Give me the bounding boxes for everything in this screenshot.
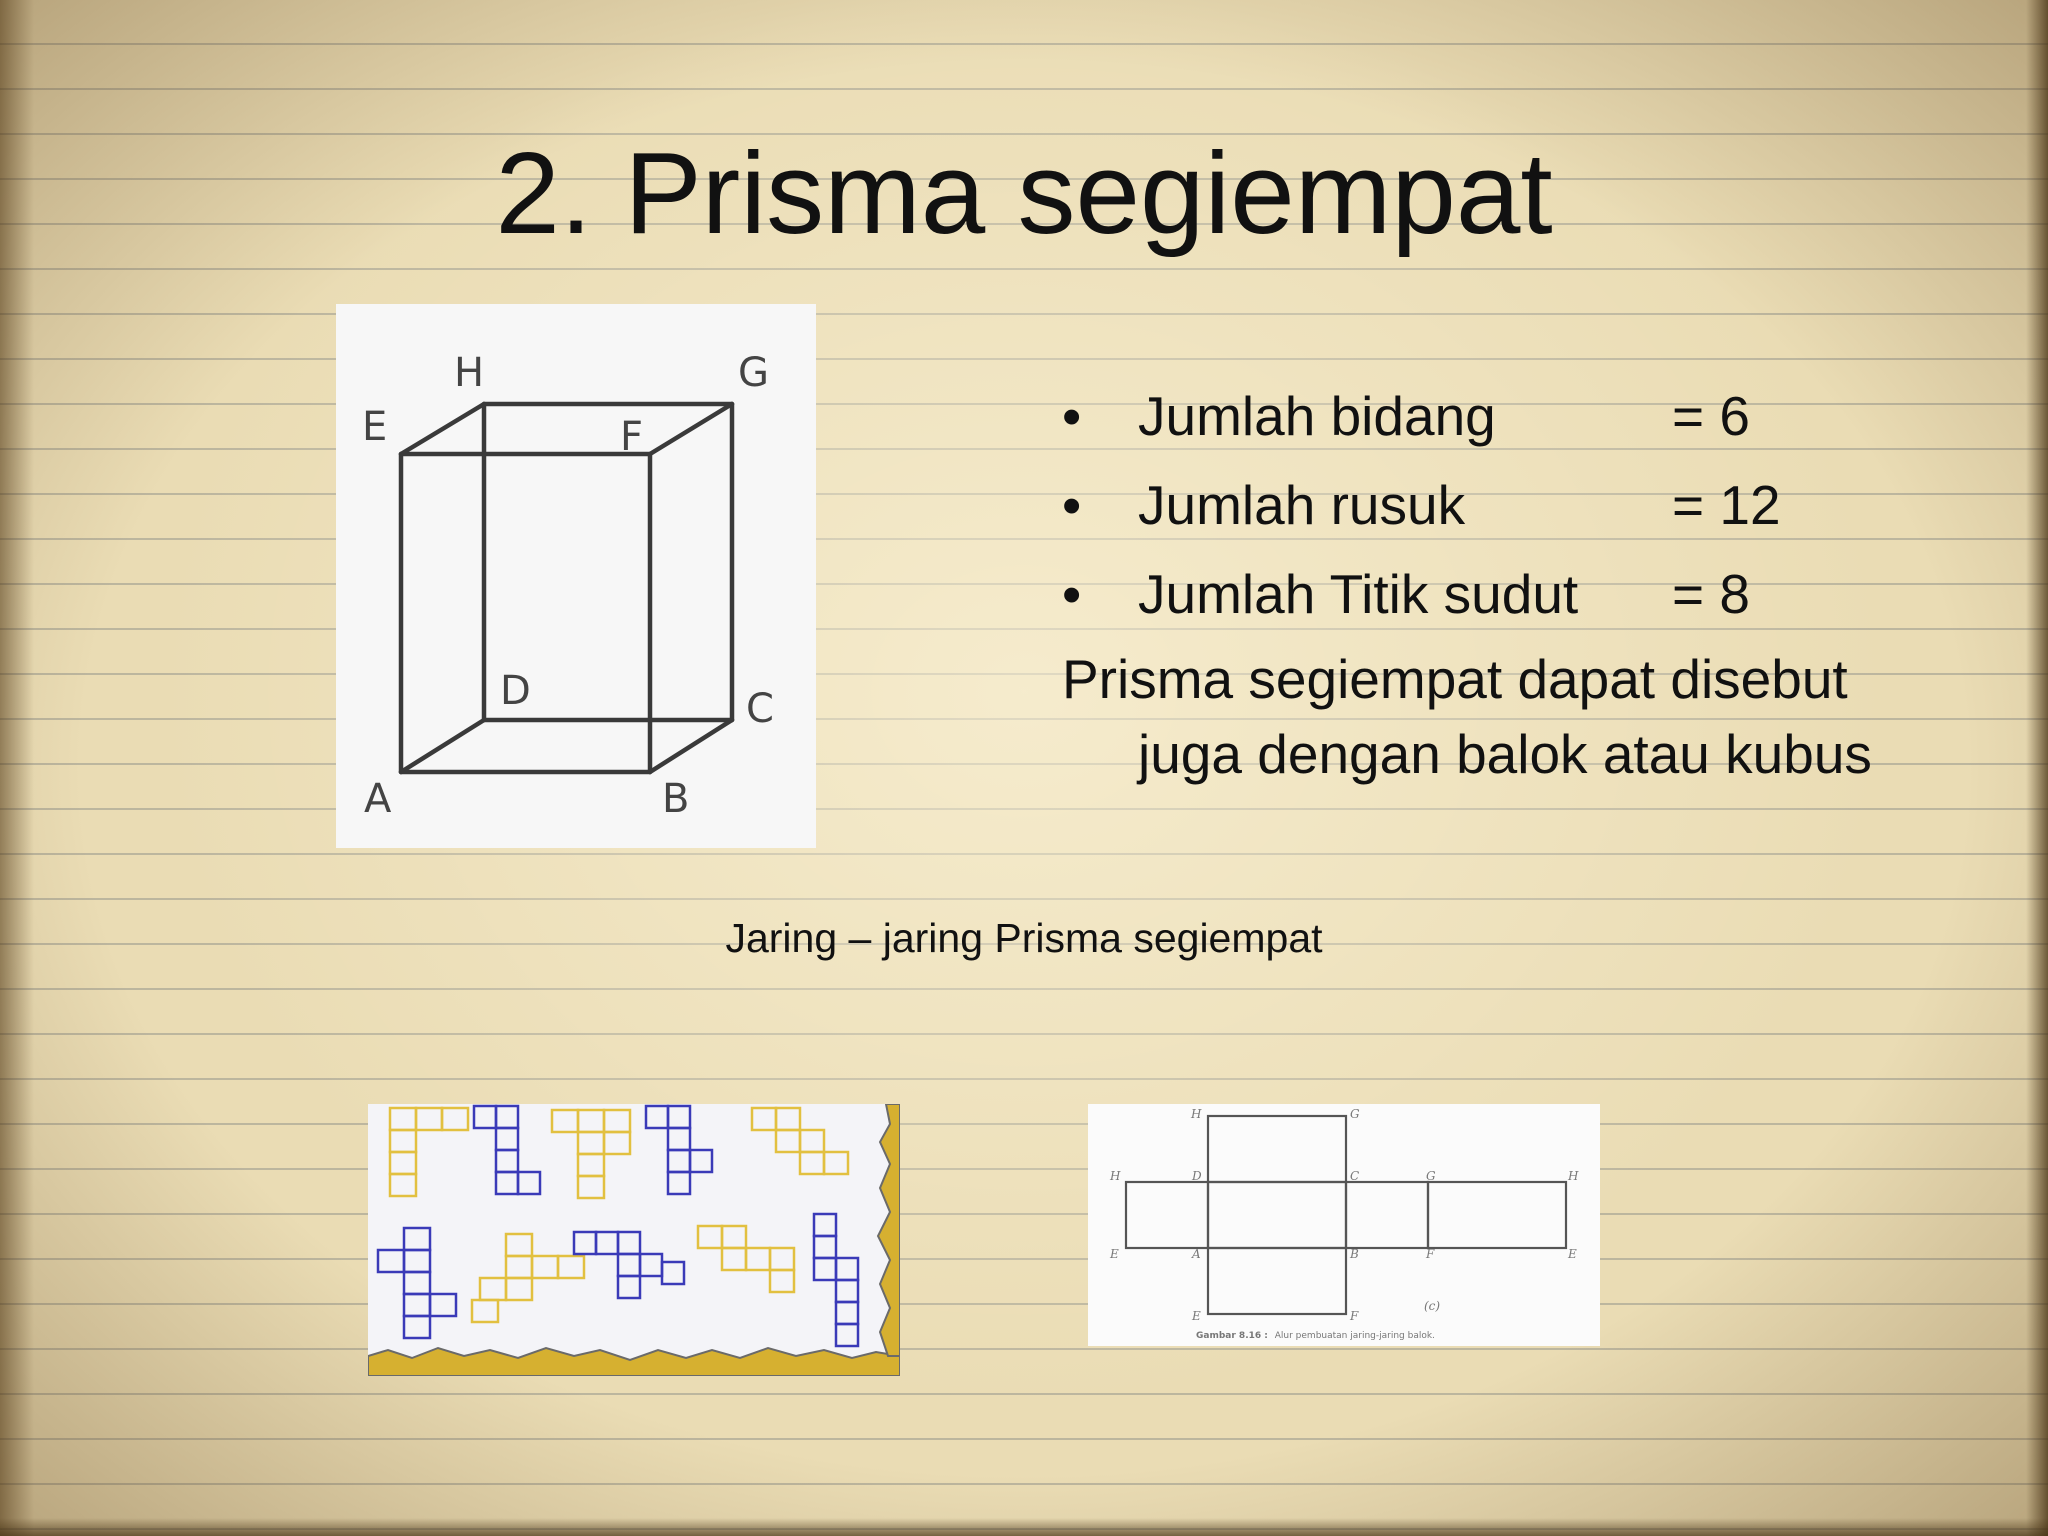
net-label: H	[1568, 1169, 1579, 1183]
property-label: Jumlah bidang	[1138, 385, 1496, 447]
bullet: •	[1062, 474, 1082, 536]
vertex-label-e: E	[362, 404, 388, 450]
properties-list	[1062, 372, 2022, 639]
net-label: E	[1110, 1247, 1119, 1261]
property-value: = 8	[1672, 563, 1750, 625]
net-label: D	[1192, 1169, 1202, 1183]
net-blue-2	[646, 1106, 712, 1194]
property-row	[1062, 550, 2022, 639]
svg-text:Gambar 8.16 : Alur pem	[1196, 1331, 1435, 1341]
net-yellow-3	[752, 1108, 848, 1174]
net-label: G	[1350, 1107, 1360, 1121]
net-blue-4	[574, 1232, 684, 1298]
bullet: •	[1062, 385, 1082, 447]
net-face-bottom	[1208, 1248, 1346, 1314]
vertex-label-g: G	[738, 350, 769, 396]
cube-nets-drawing	[368, 1104, 900, 1376]
vertex-label-b: B	[662, 776, 690, 822]
net-caption: Alur pembuatan jaring-jaring balok.	[1274, 1331, 1435, 1341]
page-edge-shadow	[0, 1518, 2048, 1536]
vertex-label-h: H	[454, 350, 485, 396]
property-value: = 6	[1672, 385, 1750, 447]
net-yellow-5	[698, 1226, 794, 1292]
vertex-label-c: C	[746, 686, 774, 732]
net-face-left	[1126, 1182, 1208, 1248]
edge-fg	[650, 404, 732, 454]
net-blue-1	[474, 1106, 540, 1194]
torn-edge	[368, 1348, 900, 1376]
cube-nets-image	[368, 1104, 900, 1376]
vertex-label-f: F	[620, 414, 644, 460]
net-yellow-4	[472, 1234, 584, 1322]
net-face-right	[1346, 1182, 1428, 1248]
prism-diagram	[336, 304, 816, 848]
bullet: •	[1062, 563, 1082, 625]
prism-note	[1062, 642, 2022, 792]
slide-title: 2. Prisma segiempat	[495, 128, 1553, 258]
property-label: Jumlah rusuk	[1138, 474, 1466, 536]
edge-eh	[401, 404, 484, 454]
property-value: = 12	[1672, 474, 1781, 536]
property-row	[1062, 461, 2022, 550]
net-label: E	[1192, 1309, 1201, 1323]
net-yellow-2	[552, 1110, 630, 1198]
net-caption-bold: Gambar 8.16 :	[1196, 1331, 1268, 1341]
box-net-image	[1088, 1104, 1600, 1346]
net-label: H	[1110, 1169, 1121, 1183]
net-label: (c)	[1424, 1299, 1441, 1313]
net-yellow-1	[390, 1108, 468, 1196]
vertex-label-a: A	[364, 776, 392, 822]
net-label: G	[1426, 1169, 1436, 1183]
net-label: H	[1191, 1107, 1202, 1121]
net-label: F	[1350, 1309, 1359, 1323]
note-line-1: Prisma segiempat dapat disebut	[1062, 648, 1848, 710]
box-net-drawing	[1088, 1104, 1600, 1346]
vertex-label-d: D	[500, 668, 531, 714]
net-label: F	[1426, 1247, 1435, 1261]
property-label: Jumlah Titik sudut	[1138, 563, 1579, 625]
note-line-2: juga dengan balok atau kubus	[1138, 723, 1872, 785]
net-face-far-right	[1428, 1182, 1566, 1248]
edge-bc	[650, 720, 732, 772]
property-row	[1062, 372, 2022, 461]
net-label: E	[1568, 1247, 1577, 1261]
net-face-top	[1208, 1116, 1346, 1182]
nets-caption: Jaring – jaring Prisma segiempat	[725, 915, 1323, 961]
net-blue-3	[378, 1228, 456, 1338]
prism-drawing	[336, 304, 816, 848]
net-label: A	[1192, 1247, 1201, 1261]
edge-ad	[401, 720, 484, 772]
torn-edge-right	[878, 1104, 900, 1356]
net-blue-5	[814, 1214, 858, 1346]
net-label: C	[1350, 1169, 1360, 1183]
net-face-center	[1208, 1182, 1346, 1248]
net-label: B	[1350, 1247, 1359, 1261]
